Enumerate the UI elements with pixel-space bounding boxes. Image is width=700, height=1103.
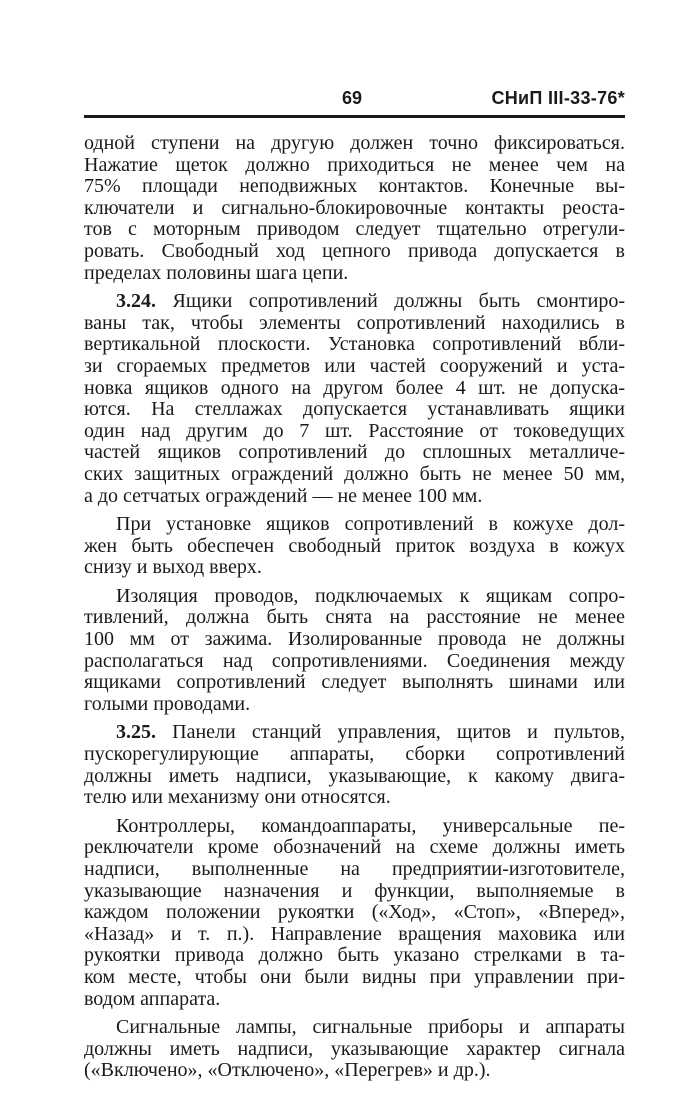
text-line: ком месте, чтобы они были видны при управлении при-	[84, 965, 625, 988]
clause-number: 3.25.	[116, 721, 156, 744]
text-line: («Включено», «Отключено», «Перегрев» и др.).	[84, 1059, 491, 1082]
text-line: «Назад» и т. п.). Направление вращения маховика или	[84, 922, 625, 945]
text-line: При установке ящиков сопротивлений в кожухе дол-	[116, 513, 625, 536]
text-line: указывающие назначения и функции, выполняемые в	[84, 879, 625, 902]
text-line: 75% площади неподвижных контактов. Конечные вы-	[84, 175, 625, 198]
paragraph-3-25	[84, 722, 625, 808]
text-line: тов с моторным приводом следует тщательно отрегули-	[84, 218, 625, 241]
clause-number: 3.24.	[116, 290, 156, 313]
text-line: Сигнальные лампы, сигнальные приборы и аппараты	[116, 1016, 625, 1039]
paragraph	[84, 1017, 625, 1082]
text-line: вертикальной плоскости. Установка сопротивлений вбли-	[84, 333, 625, 356]
text-line: частей ящиков сопротивлений до сплошных металличе-	[84, 441, 625, 464]
text-line: должны иметь надписи, указывающие характер сигнала	[84, 1037, 625, 1060]
text-line: водом аппарата.	[84, 987, 221, 1010]
text-line: голыми проводами.	[84, 692, 251, 715]
text-line: 100 мм от зажима. Изолированные провода не должны	[84, 628, 625, 651]
paragraph-3-24	[84, 291, 625, 507]
text-line: ских защитных ограждений должно быть не менее 50 мм,	[84, 462, 625, 485]
text-line: ровать. Свободный ход цепного привода допускается в	[84, 239, 625, 262]
text-line: один над другим до 7 шт. Расстояние от токоведущих	[84, 419, 625, 442]
text-line: новка ящиков одного на другом более 4 шт. не допуска-	[84, 376, 625, 399]
text-line: а до сетчатых ограждений — не менее 100 мм.	[84, 484, 483, 507]
text-line: тивлений, должна быть снята на расстояние не менее	[84, 606, 625, 629]
text-line: должны иметь надписи, указывающие, к какому двига-	[84, 764, 625, 787]
text-line: Нажатие щеток должно приходиться не менее чем на	[84, 153, 625, 176]
paragraph	[84, 816, 625, 1010]
text-line: ключатели и сигнально-блокировочные контакты реоста-	[84, 196, 625, 219]
text-line: снизу и выход вверх.	[84, 556, 262, 579]
page-header	[84, 88, 625, 114]
text-line: располагаться над сопротивлениями. Соединения между	[84, 649, 625, 672]
text-line: каждом положении рукоятки («Ход», «Стоп», «Вперед»,	[84, 901, 625, 924]
page-number: 69	[342, 88, 363, 108]
paragraph	[84, 586, 625, 716]
text-line: реключатели кроме обозначений на схеме должны иметь	[84, 836, 625, 859]
text-line: одной ступени на другую должен точно фиксироваться.	[84, 132, 625, 154]
text-line: ваны так, чтобы элементы сопротивлений находились в	[84, 311, 625, 334]
text-line	[84, 722, 625, 744]
text-line: ются. На стеллажах допускается устанавливать ящики	[84, 398, 625, 421]
text-line: жен быть обеспечен свободный приток воздуха в кожух	[84, 534, 625, 557]
paragraph	[84, 514, 625, 579]
text-line: телю или механизму они относятся.	[84, 786, 391, 809]
clause-text: Панели станций управления, щитов и пультов,	[172, 721, 625, 744]
document-code: СНиП III-33-76*	[491, 88, 625, 108]
text-line: зи сгораемых предметов или частей сооружений и уста-	[84, 354, 625, 377]
text-line	[84, 291, 625, 313]
body-text	[84, 133, 625, 1082]
text-line: пределах половины шага цепи.	[84, 261, 349, 284]
text-line: пускорегулирующие аппараты, сборки сопротивлений	[84, 743, 625, 766]
text-line: Изоляция проводов, подключаемых к ящикам сопро-	[116, 584, 625, 607]
text-line: ящиками сопротивлений следует выполнять шинами или	[84, 671, 625, 694]
text-line: рукоятки привода должно быть указано стрелками в та-	[84, 944, 625, 967]
text-line: Контроллеры, командоаппараты, универсальные пе-	[116, 814, 625, 837]
header-rule	[84, 115, 625, 118]
clause-text: Ящики сопротивлений должны быть смонтиро-	[172, 290, 626, 313]
text-line: надписи, выполненные на предприятии-изготовителе,	[84, 858, 625, 880]
paragraph	[84, 133, 625, 284]
